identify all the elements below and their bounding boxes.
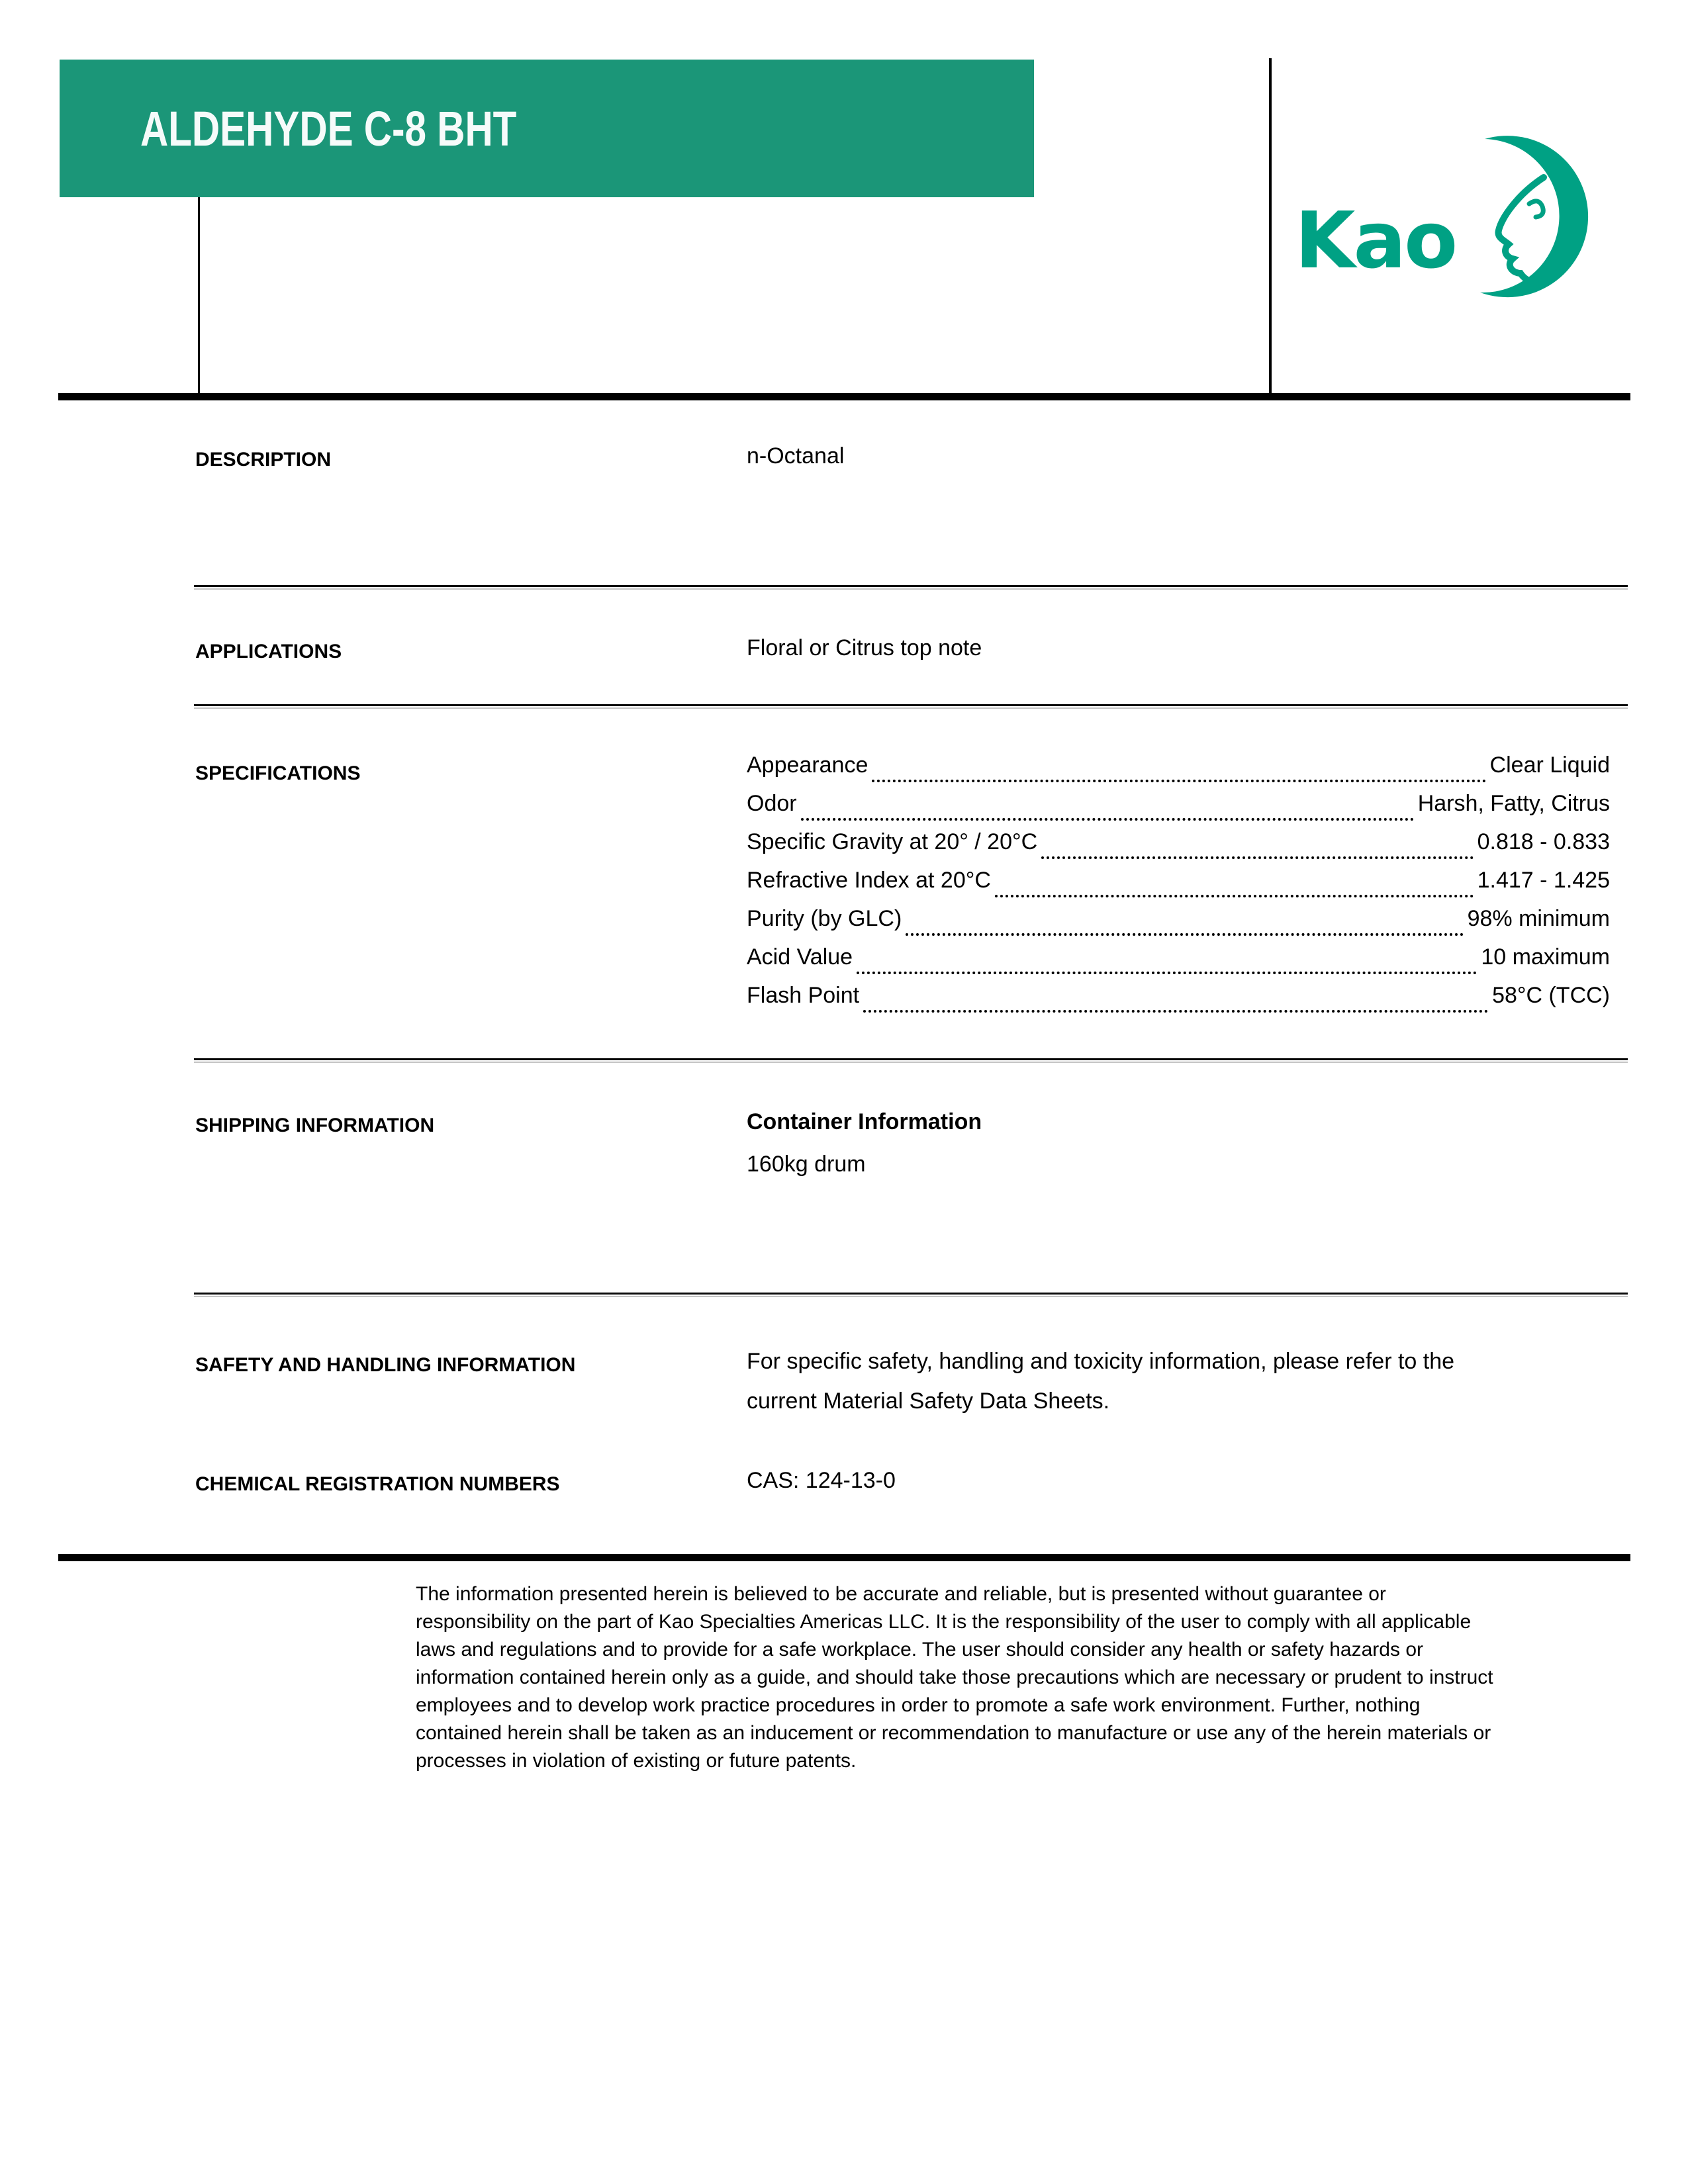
spec-name: Odor (747, 791, 797, 816)
spec-row-acid-value (747, 944, 1610, 983)
dot-leader (872, 780, 1485, 782)
spec-name: Flash Point (747, 983, 860, 1008)
spec-value: 58°C (TCC) (1492, 983, 1610, 1008)
dot-leader (1041, 856, 1473, 859)
disclaimer-line: processes in violation of existing or future patents. (416, 1750, 857, 1772)
spec-row-purity (747, 906, 1610, 944)
disclaimer-line: employees and to develop work practice procedures in order to promote a safe work environment. Further, nothing (416, 1694, 1421, 1716)
page-title: ALDEHYDE C-8 BHT (140, 101, 517, 156)
spec-name: Appearance (747, 752, 868, 778)
dot-leader (906, 933, 1463, 936)
header-banner (60, 60, 1034, 197)
dot-leader (801, 818, 1414, 821)
dot-leader (863, 1010, 1488, 1013)
vertical-divider-left (198, 197, 200, 397)
shipping-heading: Container Information (747, 1109, 982, 1134)
dot-leader (995, 895, 1474, 897)
safety-label: SAFETY AND HANDLING INFORMATION (195, 1354, 576, 1376)
shipping-label: SHIPPING INFORMATION (195, 1115, 435, 1136)
spec-value: 98% minimum (1467, 906, 1610, 931)
horizontal-rule-bottom (58, 1554, 1630, 1561)
spec-value: Harsh, Fatty, Citrus (1417, 791, 1610, 816)
vertical-divider-right (1269, 58, 1272, 397)
spec-row-specific-gravity (747, 829, 1610, 868)
shipping-value: 160kg drum (747, 1152, 866, 1177)
kao-logo-text: Kao (1295, 195, 1456, 286)
spec-name: Specific Gravity at 20° / 20°C (747, 829, 1038, 854)
spec-name: Purity (by GLC) (747, 906, 902, 931)
applications-label: APPLICATIONS (195, 641, 342, 662)
applications-value: Floral or Citrus top note (747, 635, 982, 660)
safety-text-line1: For specific safety, handling and toxicity information, please refer to the (747, 1349, 1455, 1374)
spec-row-flash-point (747, 983, 1610, 1021)
spec-name: Acid Value (747, 944, 853, 970)
kao-logo-graphic (1289, 114, 1601, 312)
section-separator (194, 585, 1628, 590)
spec-row-odor (747, 791, 1610, 829)
disclaimer-line: responsibility on the part of Kao Specialties Americas LLC. It is the responsibility of the user to comply with all applicable (416, 1611, 1472, 1633)
chemical-registration-value: CAS: 124-13-0 (747, 1468, 896, 1493)
horizontal-rule-top (58, 393, 1630, 400)
spec-value: 1.417 - 1.425 (1477, 868, 1610, 893)
disclaimer-line: contained herein shall be taken as an inducement or recommendation to manufacture or use any of the herein materials or (416, 1722, 1491, 1744)
specifications-label: SPECIFICATIONS (195, 762, 361, 784)
disclaimer-line: information contained herein only as a guide, and should take those precautions which are necessary or prudent to instruct (416, 1666, 1493, 1688)
spec-row-appearance (747, 752, 1610, 791)
safety-text-line2: current Material Safety Data Sheets. (747, 1388, 1110, 1414)
section-separator (194, 704, 1628, 709)
specifications-table (747, 752, 1610, 1021)
spec-row-refractive-index (747, 868, 1610, 906)
disclaimer-line: laws and regulations and to provide for a safe workplace. The user should consider any health or safety hazards or (416, 1639, 1423, 1661)
spec-value: Clear Liquid (1489, 752, 1610, 778)
dot-leader (857, 972, 1477, 974)
chemical-registration-label: CHEMICAL REGISTRATION NUMBERS (195, 1473, 560, 1495)
kao-logo (1289, 114, 1601, 312)
description-label: DESCRIPTION (195, 449, 332, 471)
section-separator (194, 1293, 1628, 1297)
description-value: n-Octanal (747, 443, 845, 469)
disclaimer-line: The information presented herein is believed to be accurate and reliable, but is presented without guarantee or (416, 1583, 1386, 1605)
spec-value: 10 maximum (1481, 944, 1610, 970)
spec-value: 0.818 - 0.833 (1477, 829, 1610, 854)
crescent-moon-icon (1480, 136, 1588, 297)
spec-name: Refractive Index at 20°C (747, 868, 991, 893)
disclaimer-paragraph (416, 1580, 1634, 1775)
section-separator (194, 1058, 1628, 1063)
